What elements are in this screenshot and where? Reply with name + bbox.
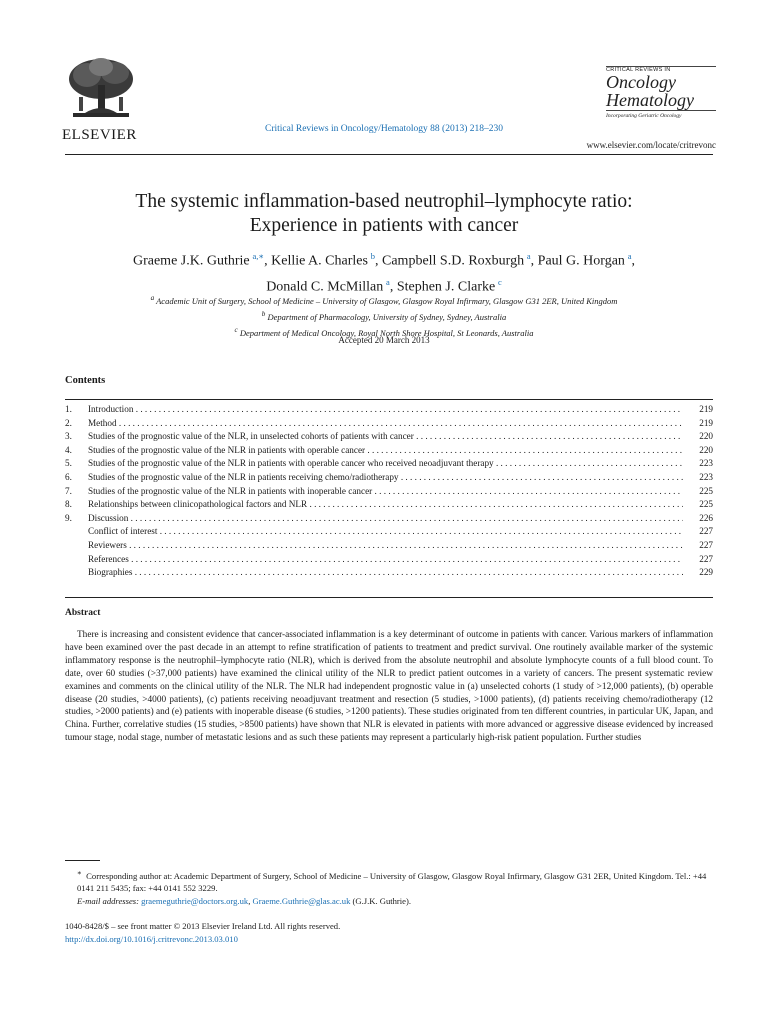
email-link[interactable]: Graeme.Guthrie@glas.ac.uk: [252, 895, 351, 906]
journal-logo-line1: Oncology: [606, 72, 676, 92]
toc-item[interactable]: [65, 430, 713, 444]
affiliation-a: [0, 292, 768, 308]
toc-item[interactable]: [65, 553, 713, 567]
author-list: [0, 246, 768, 297]
header-divider: [65, 154, 713, 155]
toc-title: Conflict of interest . . .: [88, 525, 683, 539]
copyright-line: 1040-8428/$ – see front matter © 2013 Elsevier Ireland Ltd. All rights reserved.: [65, 921, 341, 931]
toc-title: Studies of the prognostic value of the NLR in patients with operable cancer who received neoadjuvant therapy . . .: [88, 457, 683, 471]
footnote-body: Corresponding author at: Academic Department of Surgery, School of Medicine – University of Glasgow, Glasgow Royal Infirmary, Glasgow G31 2ER, United Kingdom. Tel.: +44 0141 211 5435; fax: +44 0141 552 3229.: [77, 870, 707, 894]
toc-title: Reviewers . . .: [88, 539, 683, 553]
toc-page: 227: [699, 539, 713, 550]
toc-title: Method . . .: [88, 417, 683, 431]
toc-number: 5.: [65, 458, 72, 469]
journal-logo-prefix: CRITICAL REVIEWS IN: [606, 67, 671, 73]
toc-page: 219: [699, 404, 713, 414]
copyright-block: [65, 920, 340, 946]
abstract-heading: Abstract: [65, 608, 101, 618]
email-separator: ,: [248, 895, 251, 906]
toc-item[interactable]: [65, 444, 713, 458]
toc-page: 225: [699, 499, 713, 510]
toc-title: Studies of the prognostic value of the NLR in patients receiving chemo/radiotherapy . . .: [88, 471, 683, 485]
toc-page: 223: [699, 471, 713, 482]
toc-item[interactable]: [65, 525, 713, 539]
footnote-mark: ∗: [77, 869, 82, 877]
article-title: [0, 190, 768, 238]
affiliation-b: [0, 308, 768, 324]
toc-page: 227: [699, 553, 713, 564]
footnote-text: [65, 867, 713, 895]
toc-title: References . . .: [88, 553, 683, 567]
toc-item[interactable]: [65, 485, 713, 499]
journal-logo: [606, 63, 716, 119]
toc-number: 9.: [65, 512, 72, 523]
table-of-contents: [65, 399, 713, 580]
toc-page: 220: [699, 431, 713, 442]
doi-link[interactable]: http://dx.doi.org/10.1016/j.critrevonc.2013.03.010: [65, 934, 238, 944]
author-affil-mark[interactable]: b: [370, 251, 375, 261]
toc-number: 7.: [65, 485, 72, 496]
publisher-name: ELSEVIER: [62, 127, 137, 143]
toc-page: 223: [699, 458, 713, 469]
footnote-rule: [65, 860, 100, 861]
author-affil-mark[interactable]: c: [498, 276, 502, 287]
toc-page: 219: [699, 417, 713, 428]
author-name: Campbell S.D. Roxburgh: [382, 253, 525, 269]
author-line-2: Donald C. McMillan $^a$, Stephen J. Clarke $^c$: [266, 276, 502, 295]
contents-bottom-rule: [65, 597, 713, 598]
author-name: Kellie A. Charles: [271, 253, 368, 269]
email-label: E-mail addresses:: [77, 895, 139, 906]
toc-item[interactable]: [65, 471, 713, 485]
title-line-1: The systemic inflammation-based neutrophil–lymphocyte ratio:: [135, 191, 633, 212]
journal-citation-link[interactable]: Critical Reviews in Oncology/Hematology 88 (2013) 218–230: [265, 124, 503, 134]
footnote-emails: [65, 895, 713, 908]
author-affil-mark[interactable]: a,∗: [252, 251, 265, 261]
toc-item[interactable]: [65, 457, 713, 471]
toc-number: 3.: [65, 431, 72, 442]
affiliation-text: Academic Unit of Surgery, School of Medicine – University of Glasgow, Glasgow Royal Infirmary, Glasgow G31 2ER, United Kingdom: [156, 295, 618, 306]
corresponding-author-footnote: [65, 867, 713, 907]
email-owner: (G.J.K. Guthrie).: [352, 895, 412, 906]
author-affil-mark[interactable]: a: [526, 251, 531, 261]
title-line-2: Experience in patients with cancer: [249, 215, 519, 236]
toc-item[interactable]: [65, 403, 713, 417]
toc-item[interactable]: [65, 566, 713, 580]
author-affil-mark[interactable]: a: [627, 251, 632, 261]
affiliations: [0, 292, 768, 339]
journal-logo-line2: Hematology: [606, 90, 694, 110]
toc-title: Relationships between clinicopathological factors and NLR . . .: [88, 498, 683, 512]
affiliation-mark: a: [150, 294, 155, 302]
author-line-1: Graeme J.K. Guthrie $^{a,∗}$, Kellie A. Charles $^b$, Campbell S.D. Roxburgh $^a$, Paul G. Horgan $^a$,: [132, 251, 635, 269]
toc-title: Studies of the prognostic value of the NLR in patients with inoperable cancer . . .: [88, 485, 683, 499]
toc-title: Introduction . . .: [88, 403, 683, 417]
contents-heading: Contents: [65, 375, 106, 386]
elsevier-tree-icon: [65, 55, 137, 121]
toc-item[interactable]: [65, 498, 713, 512]
author-name: Paul G. Horgan: [537, 253, 625, 269]
accepted-date: Accepted 20 March 2013: [338, 335, 430, 345]
journal-logo-subtitle: Incorporating Geriatric Oncology: [606, 110, 716, 119]
author-affil-mark[interactable]: a: [386, 276, 390, 287]
toc-item[interactable]: [65, 512, 713, 526]
author-name: Graeme J.K. Guthrie: [132, 253, 250, 269]
toc-page: 229: [699, 567, 713, 578]
toc-title: Studies of the prognostic value of the NLR in patients with operable cancer . . .: [88, 444, 683, 458]
affiliation-text: Department of Pharmacology, University of Sydney, Sydney, Australia: [267, 311, 507, 322]
toc-title: Biographies . . .: [88, 566, 683, 580]
toc-number: 6.: [65, 471, 72, 482]
toc-number: 8.: [65, 499, 72, 510]
toc-title: Discussion . . .: [88, 512, 683, 526]
toc-number: 2.: [65, 417, 72, 428]
toc-page: 220: [699, 444, 713, 455]
toc-page: 225: [699, 485, 713, 496]
toc-page: 226: [699, 512, 713, 523]
toc-page: 227: [699, 526, 713, 537]
journal-url[interactable]: www.elsevier.com/locate/critrevonc: [586, 140, 716, 150]
toc-number: 1.: [65, 404, 72, 414]
toc-title: Studies of the prognostic value of the NLR, in unselected cohorts of patients with cancer . . .: [88, 430, 683, 444]
affiliation-mark: c: [234, 325, 238, 334]
abstract-text: There is increasing and consistent evidence that cancer-associated inflammation is a key determinant of outcome in patients with cancer. Various markers of inflammation have been examined over the past decade in an attempt to refine stratification of patients to treatment and predict survival. One routinely available marker of the systemic inflammatory response is the neutrophil–lymphocyte ratio (NLR), which is derived from the absolute neutrophil and absolute lymphocyte counts of a full blood count. To date, over 60 studies (>37,000 patients) have examined the clinical utility of the NLR to predict patient outcomes in a variety of cancers. The present systematic review examines and comments on the clinical utility of the NLR. The NLR had independent prognostic value in (a) unselected cohorts (1 study of >12,000 patients), (b) operable disease (20 studies, >4000 patients), (c) patients receiving neoadjuvant treatment and resection (5 studies, >1000 patients), (d) patients receiving chemo/radiotherapy (12 studies, >2000 patients) and (e) patients with inoperable disease (6 studies, >1200 patients). These studies originated from ten different countries, in particular UK, Japan, and China. Further, correlative studies (15 studies, >8500 patients) have shown that NLR is elevated in patients with more advanced or aggressive disease evidenced by increased tumour stage, nodal stage, number of metastatic lesions and as such these patients may represent a particularly high-risk patient population. Further studies: [65, 630, 713, 744]
email-link[interactable]: graemeguthrie@doctors.org.uk: [141, 895, 249, 906]
affiliation-mark: b: [261, 309, 266, 318]
author-name: Stephen J. Clarke: [396, 279, 496, 295]
author-name: Donald C. McMillan: [266, 279, 384, 295]
affiliation-text: Department of Medical Oncology, Royal North Shore Hospital, St Leonards, Australia: [239, 327, 534, 338]
toc-number: 4.: [65, 444, 72, 455]
toc-item[interactable]: [65, 539, 713, 553]
toc-item[interactable]: [65, 417, 713, 431]
